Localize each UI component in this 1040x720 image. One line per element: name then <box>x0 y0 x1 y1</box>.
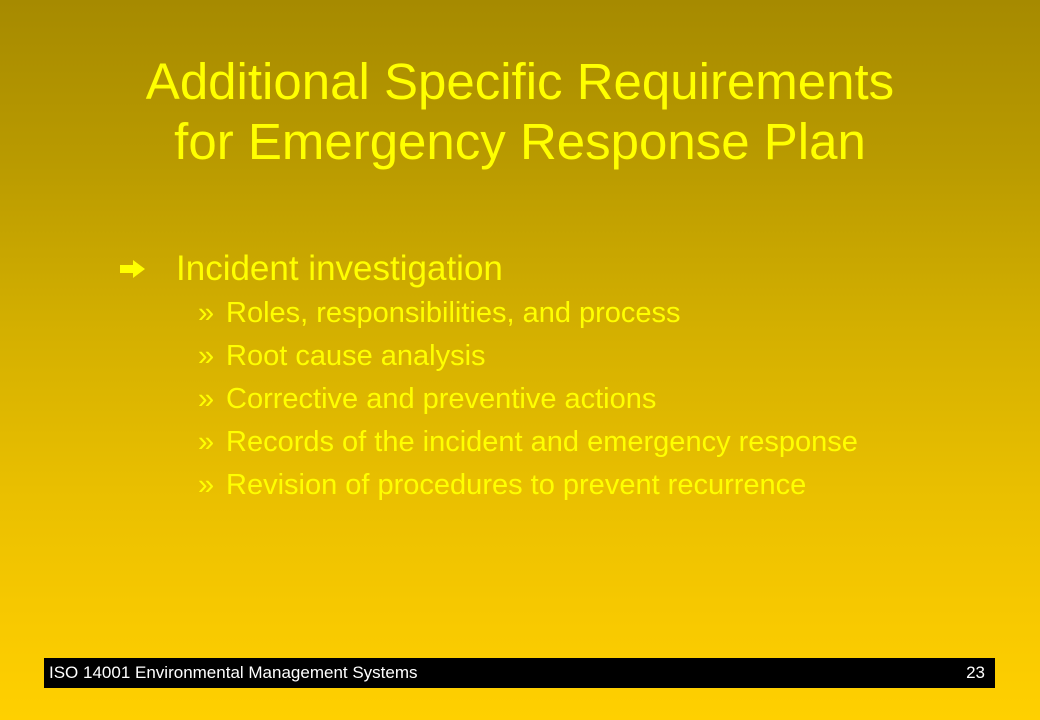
main-bullet <box>118 245 938 293</box>
sub-bullet-marker: » <box>198 383 215 415</box>
sub-bullet-text: Revision of procedures to prevent recurrence <box>226 469 807 501</box>
sub-bullet-item <box>198 427 916 457</box>
sub-bullet-text: Roles, responsibilities, and process <box>226 297 681 329</box>
slide-content <box>118 245 938 513</box>
footer-title: ISO 14001 Environmental Management Systems <box>49 663 418 682</box>
sub-bullet-marker: » <box>198 469 215 501</box>
page-number: 23 <box>966 663 985 682</box>
sub-bullet-list <box>118 298 938 500</box>
sub-bullet-marker: » <box>198 297 215 329</box>
arrow-right-icon <box>118 259 148 279</box>
sub-bullet-item <box>198 470 916 500</box>
sub-bullet-text: Corrective and preventive actions <box>226 383 657 415</box>
slide-footer <box>44 658 995 688</box>
main-bullet-label: Incident investigation <box>176 249 503 288</box>
sub-bullet-text: Records of the incident and emergency response <box>226 426 858 458</box>
slide-title-line-1: Additional Specific Requirements <box>145 53 895 110</box>
sub-bullet-text: Root cause analysis <box>226 340 486 372</box>
slide-title <box>20 52 1020 172</box>
sub-bullet-item <box>198 384 916 414</box>
sub-bullet-item <box>198 298 916 328</box>
sub-bullet-marker: » <box>198 426 215 458</box>
sub-bullet-item <box>198 341 916 371</box>
sub-bullet-marker: » <box>198 340 215 372</box>
slide-title-line-2: for Emergency Response Plan <box>174 113 866 171</box>
